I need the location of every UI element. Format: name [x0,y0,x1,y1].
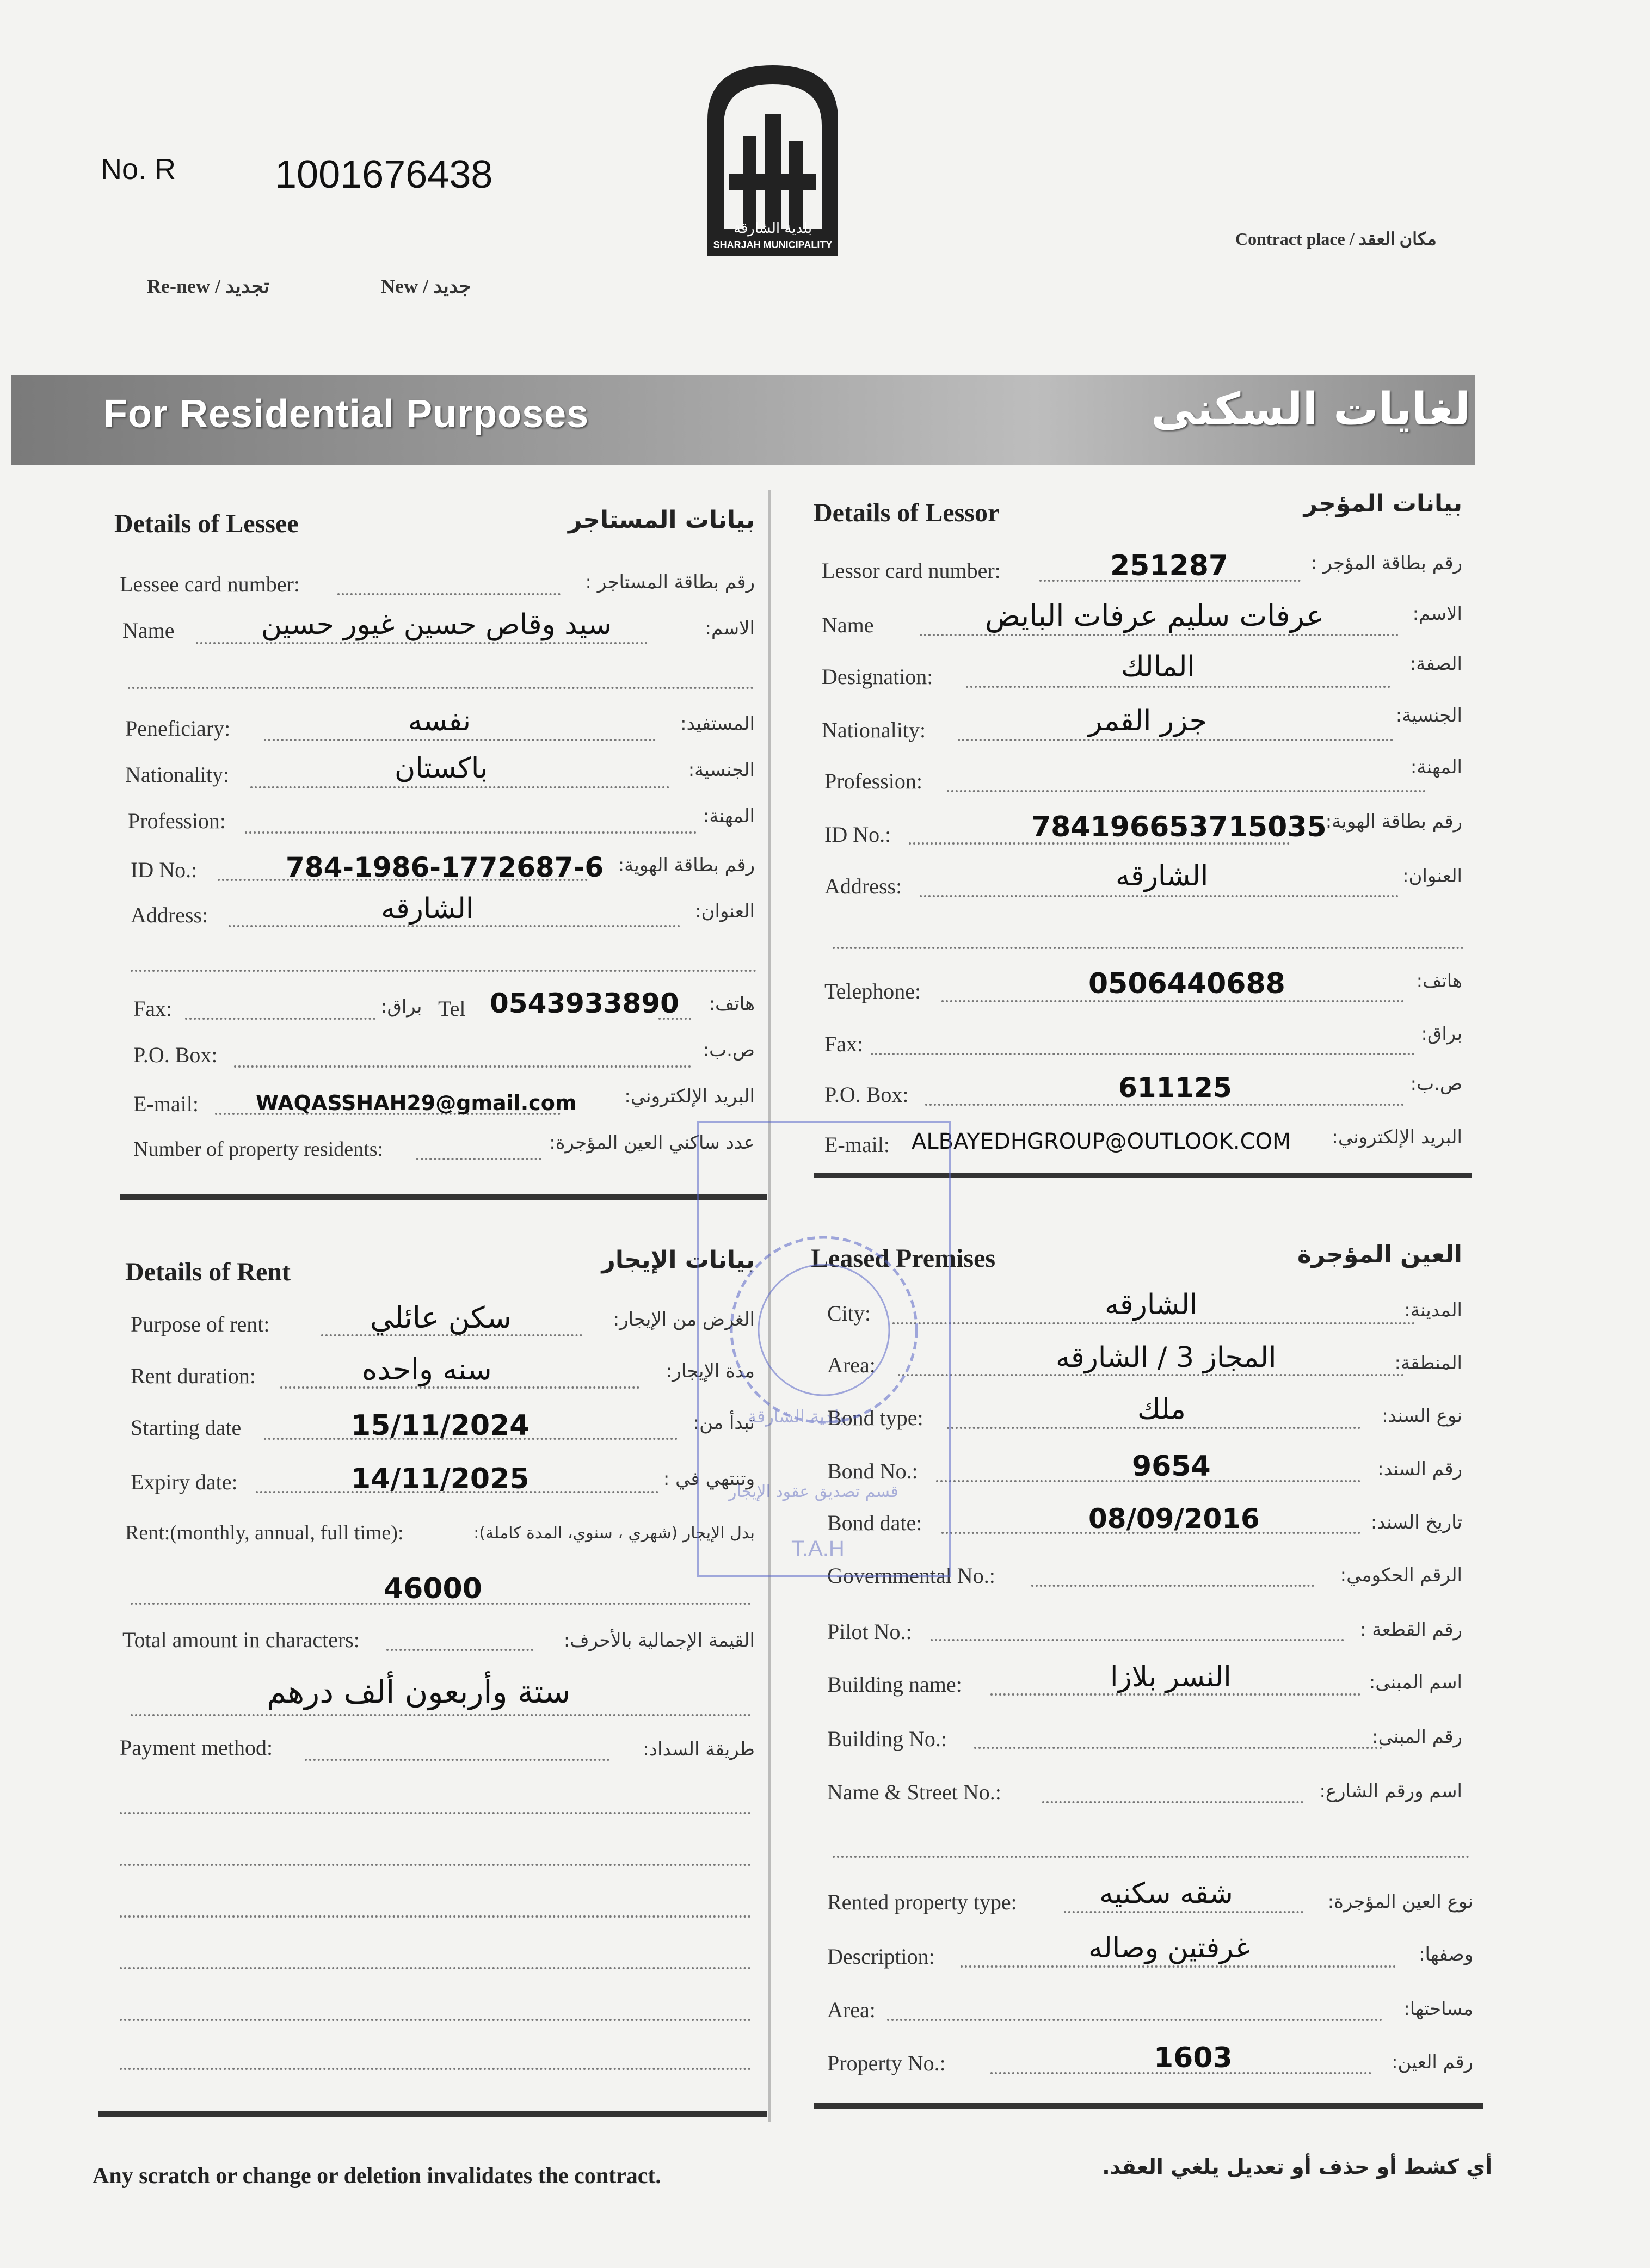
stamp-line-2: قسم تصديق عقود الإيجار [729,1482,898,1501]
premises-property-no-label-ar: رقم العين: [1392,2051,1473,2073]
sharjah-municipality-logo [691,54,854,261]
premises-type-value: شقه سكنيه [1099,1877,1233,1910]
rent-amount-label-ar: بدل الإيجار (شهري ، سنوي، المدة كاملة): [473,1524,755,1543]
lessor-address-label-ar: العنوان: [1402,865,1462,887]
lessor-designation-value: المالك [1121,650,1195,683]
lessee-email-value: WAQASSHAH29@gmail.com [256,1091,577,1115]
rent-expiry-value: 14/11/2025 [351,1463,530,1495]
lessor-designation-label: Designation: [822,664,933,689]
footer-warning-ar: أي كشط أو حذف أو تعديل يلغي العقد. [1102,2155,1492,2179]
premises-type-label: Rented property type: [827,1890,1017,1914]
lessee-name-label-ar: الاسم: [705,618,755,639]
lessor-card-value: 251287 [1110,550,1229,582]
premises-gov-label-ar: الرقم الحكومي: [1340,1564,1462,1586]
premises-bonddate-value: 08/09/2016 [1088,1503,1260,1534]
premises-building-no-label-ar: رقم المبنى: [1372,1726,1462,1748]
lessee-id-label: ID No.: [131,858,198,882]
premises-description-label-ar: وصفها: [1419,1944,1473,1965]
premises-bondtype-label-ar: نوع السند: [1382,1405,1462,1427]
premises-area-label-ar: المنطقة: [1394,1352,1462,1374]
lessor-card-label: Lessor card number: [822,558,1001,583]
contract-no-value: 1001676438 [275,153,493,196]
lessor-address-value: الشارقه [1116,860,1209,892]
premises-building-no-label: Building No.: [827,1727,947,1751]
lessor-fax-label-ar: براق: [1421,1023,1462,1045]
rent-purpose-value: سكن عائلي [370,1301,512,1335]
lessor-pobox-label-ar: ص.ب: [1410,1073,1462,1095]
lessee-id-value: 784-1986-1772687-6 [286,852,604,883]
premises-building-name-label-ar: اسم المبنى: [1369,1672,1462,1693]
official-stamp [697,1121,951,1577]
premises-city-label-ar: المدينة: [1404,1299,1462,1321]
lessee-nationality-label-ar: الجنسية: [688,759,755,781]
lessee-tel-label: Tel [438,996,466,1021]
premises-type-label-ar: نوع العين المؤجرة: [1327,1891,1473,1913]
lessee-profession-label-ar: المهنة: [703,805,755,827]
lessee-email-label: E-mail: [133,1092,199,1116]
premises-pilot-label: Pilot No.: [827,1619,912,1644]
lessee-address-value: الشارقه [381,892,474,925]
lessee-section-title-ar: بيانات المستاجر [568,506,755,534]
renew-option: Re-new / تجديد [147,275,270,297]
lessor-telephone-label: Telephone: [824,979,921,1003]
lessee-address-label-ar: العنوان: [695,901,755,922]
lessor-designation-label-ar: الصفة: [1409,653,1462,675]
lessee-section-divider [120,1194,767,1200]
lessee-card-label-ar: رقم بطاقة المستاجر : [585,571,755,593]
premises-area2-label-ar: مساحتها: [1403,1998,1473,2020]
banner-title-ar: لغايات السكنى [1151,384,1470,435]
lessee-card-label: Lessee card number: [120,572,300,596]
premises-street-label: Name & Street No.: [827,1780,1001,1804]
lessee-tel-value: 0543933890 [490,988,679,1019]
new-option: New / جديد [381,275,472,297]
lessee-beneficiary-label-ar: المستفيد: [680,713,755,735]
lessor-email-value: ALBAYEDHGROUP@OUTLOOK.COM [912,1129,1291,1154]
contract-no-label: No. R [101,153,176,186]
rent-payment-label: Payment method: [120,1735,273,1760]
lessee-beneficiary-label: Peneficiary: [125,716,231,741]
lessee-email-label-ar: البريد الإلكتروني: [624,1086,755,1107]
premises-pilot-label-ar: رقم القطعة : [1360,1619,1462,1641]
rent-expiry-label: Expiry date: [131,1470,238,1494]
premises-property-no-value: 1603 [1154,2042,1233,2074]
rent-total-value: ستة وأربعون ألف درهم [267,1673,571,1710]
lessor-email-label-ar: البريد الإلكتروني: [1332,1126,1462,1148]
lessor-address-label: Address: [824,874,902,898]
lessee-residents-label: Number of property residents: [133,1138,384,1161]
rent-section-title-ar: بيانات الإيجار [601,1246,755,1274]
rent-duration-label-ar: مدة الإيجار: [666,1360,755,1382]
lessor-name-label: Name [822,613,874,637]
rent-amount-value: 46000 [384,1573,482,1605]
lessee-section-title: Details of Lessee [114,509,299,538]
premises-area-label: Area: [827,1353,876,1377]
lessor-telephone-label-ar: هاتف: [1416,970,1462,992]
lessee-profession-label: Profession: [128,809,226,833]
banner-title-en: For Residential Purposes [103,392,589,436]
lessee-address-label: Address: [131,903,208,927]
premises-property-no-label: Property No.: [827,2051,946,2075]
contract-place-label: Contract place / مكان العقد [1235,229,1437,249]
rent-total-label: Total amount in characters: [122,1628,360,1652]
rent-start-value: 15/11/2024 [351,1409,530,1442]
rent-expiry-label-ar: وتنتهي في : [663,1468,755,1490]
stamp-initials: T.A.H [791,1537,845,1561]
premises-bonddate-label-ar: تاريخ السند: [1370,1512,1462,1533]
lessor-nationality-value: جزر القمر [1088,705,1207,737]
lessor-card-label-ar: رقم بطاقة المؤجر : [1310,552,1462,574]
lessor-nationality-label-ar: الجنسية: [1395,705,1462,726]
lessor-pobox-label: P.O. Box: [824,1082,909,1107]
lessor-id-label: ID No.: [824,822,891,847]
rent-purpose-label-ar: الغرض من الإيجار: [613,1309,755,1330]
lessee-pobox-label-ar: ص.ب: [703,1039,755,1061]
lessor-profession-label-ar: المهنة: [1410,756,1462,778]
lessor-id-label-ar: رقم بطاقة الهوية: [1325,811,1462,833]
lessee-name-value: سيد وقاص حسين غيور حسين [261,608,612,641]
rent-payment-label-ar: طريقة السداد: [643,1739,755,1760]
premises-city-value: الشارقه [1105,1289,1198,1321]
premises-gov-label: Governmental No.: [827,1563,995,1588]
premises-bondtype-label: Bond type: [827,1406,923,1430]
premises-city-label: City: [827,1301,871,1326]
lessee-fax-label: Fax: [133,996,173,1021]
rent-total-label-ar: القيمة الإجمالية بالأحرف: [563,1630,755,1651]
lessee-name-label: Name [122,618,175,643]
premises-section-title: Leased Premises [811,1244,996,1273]
rent-section-title: Details of Rent [125,1258,291,1286]
premises-bondno-label-ar: رقم السند: [1377,1458,1462,1480]
lessee-residents-label-ar: عدد ساكني العين المؤجرة: [549,1132,755,1154]
premises-bondtype-value: ملك [1137,1393,1186,1426]
premises-building-name-value: النسر بلازا [1110,1661,1232,1693]
stamp-line-1: بلدية الشارقة [748,1406,845,1427]
lessee-nationality-value: باكستان [395,752,488,785]
lessee-tel-label-ar: هاتف: [709,993,755,1015]
lessee-fax-label-ar: براق: [381,996,422,1018]
lessor-id-value: 784196653715035 [1031,811,1327,843]
lessor-telephone-value: 0506440688 [1088,967,1285,1000]
rent-amount-label: Rent:(monthly, annual, full time): [125,1521,404,1544]
lessor-section-title-ar: بيانات المؤجر [1303,490,1462,517]
logo-arabic-text: بلدية الشارقة [733,220,812,237]
premises-section-title-ar: العين المؤجرة [1297,1241,1462,1268]
lessor-profession-label: Profession: [824,769,922,793]
lessee-pobox-label: P.O. Box: [133,1043,218,1067]
premises-area2-label: Area: [827,1998,876,2022]
lessee-nationality-label: Nationality: [125,762,230,787]
rent-purpose-label: Purpose of rent: [131,1312,270,1336]
premises-description-label: Description: [827,1944,935,1969]
premises-street-label-ar: اسم ورقم الشارع: [1319,1780,1462,1802]
premises-description-value: غرفتين وصاله [1088,1932,1251,1964]
logo-caption: SHARJAH MUNICIPALITY [713,239,833,250]
lessee-beneficiary-value: نفسه [408,705,471,737]
premises-section-divider [814,2103,1483,2109]
lessor-fax-label: Fax: [824,1032,864,1056]
premises-bonddate-label: Bond date: [827,1511,922,1535]
rent-duration-label: Rent duration: [131,1364,256,1388]
lessor-email-label: E-mail: [824,1132,890,1157]
premises-bondno-label: Bond No.: [827,1459,918,1483]
lessor-name-value: عرفات سليم عرفات البايض [985,599,1324,633]
rent-duration-value: سنه واحده [362,1352,492,1386]
premises-building-name-label: Building name: [827,1672,962,1697]
lessor-pobox-value: 611125 [1118,1072,1232,1104]
lessor-section-title: Details of Lessor [814,498,1000,527]
rent-start-label: Starting date [131,1415,242,1440]
premises-bondno-value: 9654 [1132,1450,1211,1483]
lessee-id-label-ar: رقم بطاقة الهوية: [618,854,755,876]
lessor-nationality-label: Nationality: [822,718,926,742]
rent-section-divider [98,2111,767,2117]
rent-start-label-ar: تبدأ من: [693,1412,755,1434]
footer-warning-en: Any scratch or change or deletion invalidates the contract. [93,2164,661,2189]
premises-area-value: المجاز 3 / الشارقه [1056,1341,1277,1374]
lessor-name-label-ar: الاسم: [1412,603,1462,625]
